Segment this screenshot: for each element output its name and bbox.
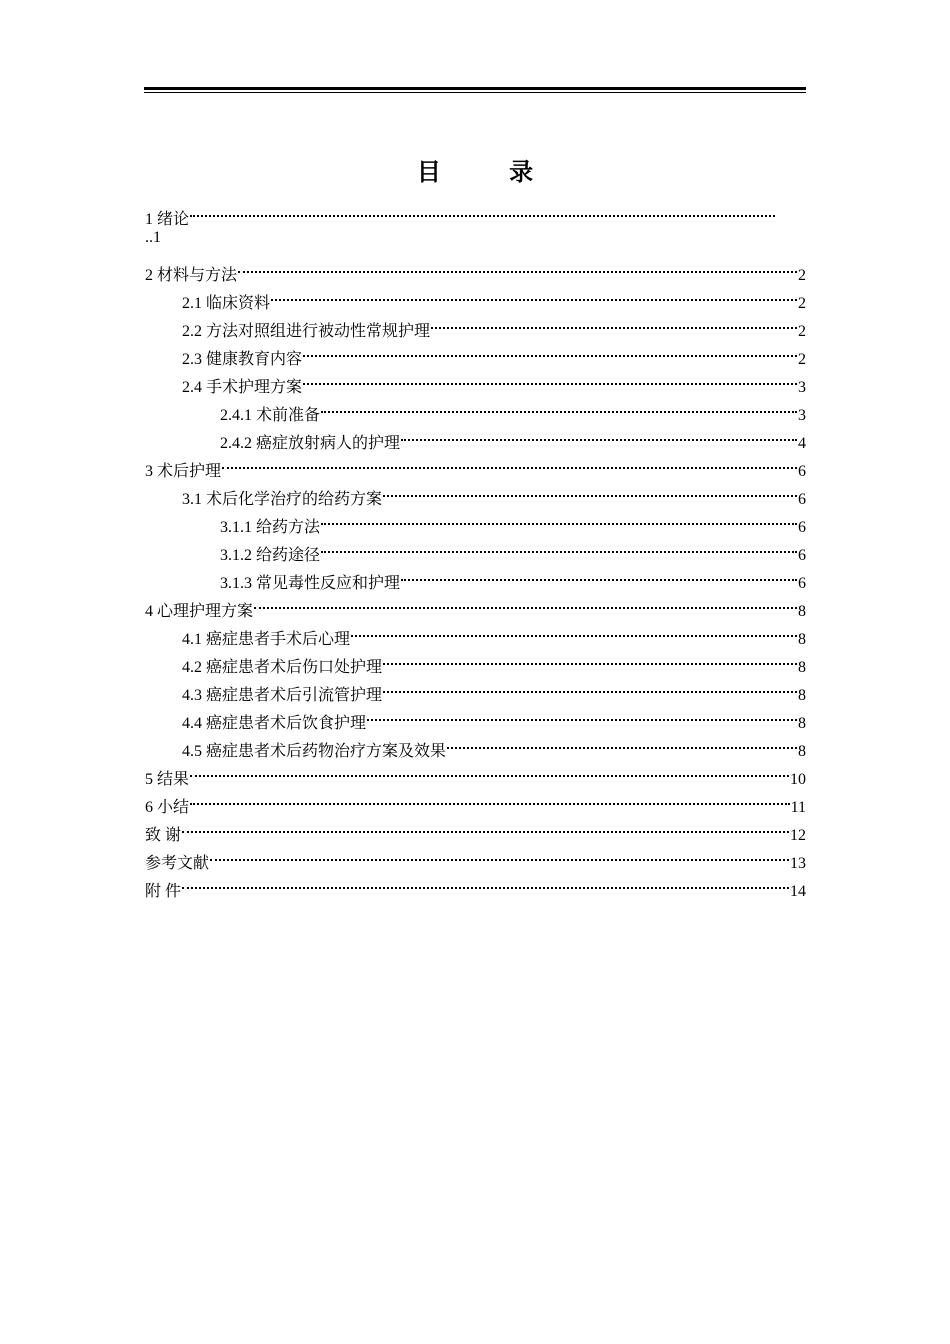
toc-leader-dots (401, 420, 797, 448)
toc-entry-page: ..1 (145, 229, 161, 246)
toc-leader-dots (321, 532, 797, 560)
toc-leader-dots (321, 504, 797, 532)
toc-leader-dots (238, 252, 797, 280)
toc-entry-title: 4.3 癌症患者术后引流管护理 (182, 687, 383, 704)
toc-leader-dots (271, 280, 797, 308)
toc-leader-dots (222, 448, 797, 476)
toc-entry-title: 3.1.1 给药方法 (220, 519, 321, 536)
toc-entry-title: 2.4.1 术前准备 (220, 407, 321, 424)
toc-leader-dots (367, 700, 797, 728)
toc-leader-dots (190, 784, 790, 812)
toc-leader-dots (182, 868, 789, 896)
toc-entry-page: 11 (790, 799, 806, 816)
toc-entry-title: 1 绪论 (145, 211, 190, 228)
toc-entry-page: 4 (798, 435, 806, 452)
toc-entry-page: 13 (790, 855, 806, 872)
toc-entry-title: 4 心理护理方案 (145, 603, 254, 620)
toc-leader-dots (190, 756, 789, 784)
toc-entry-title: 3.1 术后化学治疗的给药方案 (182, 491, 383, 508)
toc-entry-page: 3 (798, 407, 806, 424)
toc-entry-page: 2 (798, 351, 806, 368)
toc-entry[interactable] (145, 812, 806, 844)
toc-entry-title: 2.1 临床资料 (182, 295, 271, 312)
toc-entry-page: 8 (798, 603, 806, 620)
toc-entry-page: 6 (798, 575, 806, 592)
toc-entry-page: 10 (790, 771, 806, 788)
toc-leader-dots (254, 588, 797, 616)
toc-leader-dots (303, 336, 797, 364)
toc-leader-dots (303, 364, 797, 392)
toc-entry-title: 2.2 方法对照组进行被动性常规护理 (182, 323, 431, 340)
toc-entry-page: 8 (798, 687, 806, 704)
toc-entry-page: 8 (798, 631, 806, 648)
toc-entry-title: 4.1 癌症患者手术后心理 (182, 631, 351, 648)
toc-entry[interactable] (145, 196, 806, 228)
header-rule-thick (144, 87, 806, 90)
toc-entry-title: 2.3 健康教育内容 (182, 351, 303, 368)
toc-entry[interactable] (145, 252, 806, 284)
toc-entry[interactable] (145, 784, 806, 816)
toc-entry-title: 附 件 (145, 883, 182, 900)
toc-entry-title: 致 谢 (145, 827, 182, 844)
toc-leader-dots (447, 728, 797, 756)
toc-entry-title: 3.1.3 常见毒性反应和护理 (220, 575, 401, 592)
toc-entry-title: 3.1.2 给药途径 (220, 547, 321, 564)
header-rule-thin (144, 92, 806, 93)
toc-entry-page: 8 (798, 659, 806, 676)
toc-entry-title: 3 术后护理 (145, 463, 222, 480)
toc-leader-dots (431, 308, 797, 336)
toc-entry[interactable] (145, 756, 806, 788)
toc-entry-page: 14 (790, 883, 806, 900)
table-of-contents (145, 196, 806, 900)
toc-entry-title: 5 结果 (145, 771, 190, 788)
toc-entry[interactable] (145, 280, 806, 312)
toc-entry[interactable] (145, 868, 806, 900)
toc-leader-dots (182, 812, 789, 840)
toc-entry-title: 4.2 癌症患者术后伤口处护理 (182, 659, 383, 676)
toc-entry-page: 3 (798, 379, 806, 396)
toc-leader-dots (321, 392, 797, 420)
toc-entry-page: 2 (798, 267, 806, 284)
toc-leader-dots (190, 196, 775, 224)
toc-entry-page: 2 (798, 323, 806, 340)
toc-entry-page: 8 (798, 715, 806, 732)
toc-entry-title: 4.4 癌症患者术后饮食护理 (182, 715, 367, 732)
toc-leader-dots (351, 616, 797, 644)
toc-entry[interactable] (145, 476, 806, 508)
toc-entry[interactable] (145, 448, 806, 480)
toc-leader-dots (383, 476, 797, 504)
toc-entry-page: 6 (798, 547, 806, 564)
toc-title: 目 录 (416, 158, 564, 186)
toc-entry-title: 6 小结 (145, 799, 190, 816)
toc-leader-dots (401, 560, 797, 588)
toc-entry-page: 12 (790, 827, 806, 844)
toc-leader-dots (210, 840, 789, 868)
toc-entry-page: 6 (798, 491, 806, 508)
toc-entry-page: 2 (798, 295, 806, 312)
toc-entry-page: 6 (798, 463, 806, 480)
toc-leader-dots (383, 644, 797, 672)
toc-entry-title: 4.5 癌症患者术后药物治疗方案及效果 (182, 743, 447, 760)
toc-entry-page: 6 (798, 519, 806, 536)
toc-entry-page: 8 (798, 743, 806, 760)
toc-entry-title: 2 材料与方法 (145, 267, 238, 284)
toc-entry-title: 2.4.2 癌症放射病人的护理 (220, 435, 401, 452)
toc-entry[interactable] (145, 840, 806, 872)
toc-entry-title: 2.4 手术护理方案 (182, 379, 303, 396)
toc-leader-dots (383, 672, 797, 700)
toc-entry-title: 参考文献 (145, 855, 210, 872)
